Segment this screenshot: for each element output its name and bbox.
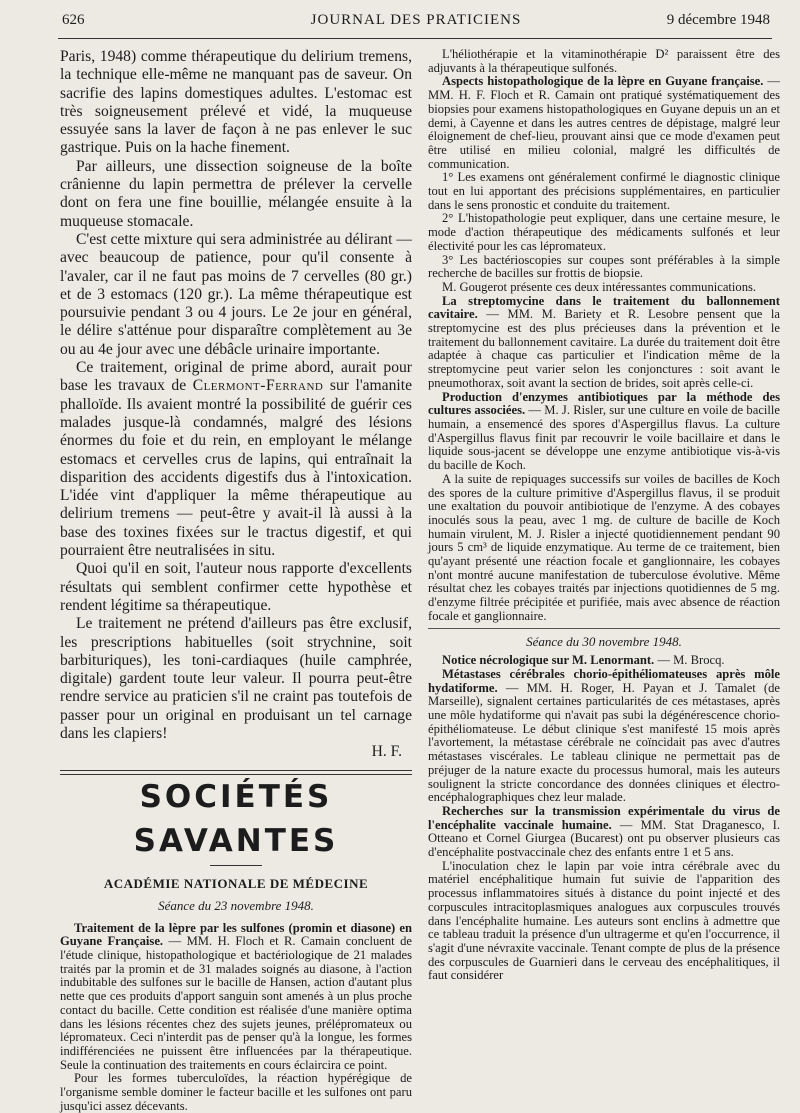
communication-title: Production d'enzymes antibiotiques par la méthode des cultures associées.: [428, 389, 780, 418]
communication: Traitement de la lèpre par les sulfones (promin et diasone) en Guyane Française. — MM. H. Floch et R. Camain concluent de l'étude clinique, histopathologique et bactériologique de 21 malades traités par la promin et de 31 malades soignés au diasone, à l'action indubitable des sulfones sur le bacille de Hansen, action d'autant plus nette que ces produits d'apport sanguin sont amenés à un plus proche contact du bacille. Cette condition est réalisée d'une manière optima dans les lésions récentes chez des sujets jeunes, prélépromateux ou lépromateux. Ceci n'interdit pas de penser qu'à la longue, les formes indifférenciées ne puissent être influencées par la thérapeutique. Seule la continuation des traitements en cours éclaircira ce point.: [60, 920, 412, 1072]
communication: Recherches sur la transmission expérimentale du virus de l'encéphalite vaccinale humaine. — MM. Stat Draganesco, I. Otteano et Cornel Giurgea (Bucarest) ont pu observer plusieurs cas d'encéphalite postvaccinale chez des enfants entre 1 et 5 ans.: [428, 803, 780, 860]
issue-date: 9 décembre 1948: [666, 12, 770, 28]
paragraph: 3° Les bactérioscopies sur coupes sont préférables à la simple recherche de bacilles sur frottis de biopsie.: [428, 252, 780, 281]
section-title: SOCIÉTÉS SAVANTES: [133, 778, 339, 859]
paragraph: 2° L'histopathologie peut expliquer, dans une certaine mesure, le mode d'action thérapeutique des médicaments sulfonés et leur électivité pour les cas lépromateux.: [428, 211, 780, 253]
session-date: Séance du 30 novembre 1948.: [526, 633, 682, 649]
paragraph: L'héliothérapie et la vitaminothérapie D² paraissent être des adjuvants à la thérapeutique sulfonés.: [428, 47, 780, 75]
paragraph: C'est cette mixture qui sera administrée au délirant — avec beaucoup de patience, pour qu'il consente à l'avaler, car il ne faut pas moins de 7 cervelles (80 gr.) et de 3 estomacs (120 gr.). La même thérapeutique est poursuivie pendant 3 ou 4 jours. Le 2e jour en général, le délire s'atténue pour disparaître complètement au 3e ou au 4e jour avec une débâcle urinaire importante.: [60, 230, 412, 358]
section-divider: [210, 865, 262, 866]
communication-title: Traitement de la lèpre par les sulfones (promin et diasone) en Guyane Française.: [60, 920, 412, 949]
running-header: [62, 12, 770, 34]
page-number: 626: [62, 12, 85, 28]
communication: Aspects histopathologique de la lèpre en Guyane française. — MM. H. F. Floch et R. Camain ont pratiqué systématiquement des biopsies pour examens histopathologiques en Guyane depuis un an et demi, à Cayenne et dans les autres centres de dépistage, malgré leur éloignement de chef-lieu, prouvant ainsi que ce mode d'examen peut être utilisé en milieu colonial, malgré les difficultés de communication.: [428, 74, 780, 171]
signature: H. F.: [371, 743, 402, 761]
right-column: [428, 48, 780, 1028]
session-date: Séance du 23 novembre 1948.: [158, 897, 314, 913]
paragraph: Paris, 1948) comme thérapeutique du delirium tremens, la technique elle-même ne manquant pas de saveur. On sacrifie des lapins domestiques adultes. L'estomac est très soigneusement prélevé et vidé, la muqueuse essuyée sans la laver de façon à ne pas enlever le suc gastrique. Puis on la hache finement.: [60, 48, 412, 157]
left-column: [60, 48, 412, 1113]
separator-rule: [428, 628, 780, 629]
paragraph: Pour les formes tuberculoïdes, la réaction hypérégique de l'organisme semble dominer le facteur bacille et les sulfones ont paru jusqu'ici assez décevants.: [60, 1071, 412, 1113]
communication-title: Notice nécrologique sur M. Lenormant.: [442, 653, 655, 668]
communication: Métastases cérébrales chorio-épithéliomateuses après môle hydatiforme. — MM. H. Roger, H. Payan et J. Tamalet (de Marseille), signalent certaines particularités de ces métastases, après une môle hydatiforme qui n'avait pas subi la dégénérescence chorio-épithéliomateuse. Le début clinique s'est manifesté 15 mois après l'avortement, la métastase cérébrale ne coïncidait pas avec d'autres métastases viscérales. Le tableau clinique ne permettait pas de préjuger de la nature exacte du processus humoral, mais les auteurs soulignent la stricte concordance des données cliniques et électro-encéphalographiques chez leur malade.: [428, 666, 780, 805]
author-name: Clermont-Ferrand: [192, 377, 324, 395]
header-rule: [58, 38, 772, 39]
paragraph: Quoi qu'il en soit, l'auteur nous rapporte d'excellents résultats qui semblent confirmer cette hypothèse et rendent légitime sa thérapeutique.: [60, 560, 412, 614]
communication-title: Aspects histopathologique de la lèpre en Guyane française.: [442, 74, 764, 89]
paragraph: Ce traitement, original de prime abord, aurait pour base les travaux de Clermont-Ferrand sur l'amanite phalloïde. Ils avaient montré la possibilité de guérir ces malades jusque-là condamnés, malgré des lésions énormes du foie et du rein, en employant le mélange estomacs et cervelles crus de lapins, qui entraînait la disparition des accidents digestifs dus à l'intoxication. L'idée vint d'appliquer la même thérapeutique au delirium tremens — peut-être y avait-il là aussi à la base des toxines fixées sur le tractus digestif, et qui pourraient être neutralisées in situ.: [60, 359, 412, 560]
paragraph: Par ailleurs, une dissection soigneuse de la boîte crânienne du lapin permettra de prélever la cervelle dont on fera une fine bouillie, mélangée ensuite à la muqueuse stomacale.: [60, 157, 412, 230]
paragraph: A la suite de repiquages successifs sur voiles de bacilles de Koch des spores de la culture primitive d'Aspergillus flavus, il se produit une exaltation du pouvoir antibiotique de l'enzyme. A des cobayes inoculés sous la peau, avec 1 mg. de culture de bacille de Koch humain virulent, M. J. Risler a injecté quotidiennement pendant 90 jours 5 cm³ de liquide enzymatique. Au terme de ce traitement, bien qu'ayant présenté une réaction focale et ganglionnaire, les cobayes n'ont montré aucune manifestation de tuberculose évolutive. Même résultat chez les cobayes traités par injections quotidiennes de 5 mg. d'enzyme filtrée précipitée et purifiée, mais avec absence de réaction focale et ganglionnaire.: [428, 471, 780, 623]
communication-title: Recherches sur la transmission expérimentale du virus de l'encéphalite vaccinale humaine.: [428, 803, 780, 832]
paragraph: Le traitement ne prétend d'ailleurs pas être exclusif, les prescriptions habituelles (soit strychnine, soit barbituriques), les toni-cardiaques (huile camphrée, digitale) gardent toute leur valeur. Il pourra peut-être rendre service au praticien s'il ne craint pas toutefois de passer pour un original en produisant un tel carnage dans les clapiers!: [60, 615, 412, 742]
communication: Notice nécrologique sur M. Lenormant. — M. Brocq.: [442, 653, 725, 668]
communication-title: La streptomycine dans le traitement du ballonnement cavitaire.: [428, 293, 780, 322]
communication: Production d'enzymes antibiotiques par la méthode des cultures associées. — M. J. Risler, sur une culture en voile de bacille humain, a ensemencé des spores d'Aspergillus flavus. La culture d'Aspergillus flavus finit par recouvrir le voile bacillaire et dans le liquide sous-jacent se développe une enzyme antibiotique vis-à-vis du bacille de Koch.: [428, 389, 780, 473]
journal-title: JOURNAL DES PRATICIENS: [310, 12, 522, 28]
communication-title: Métastases cérébrales chorio-épithéliomateuses après môle hydatiforme.: [428, 666, 780, 695]
paragraph: L'inoculation chez le lapin par voie intra cérébrale avec du matériel encéphalitique humain fut suivie de l'apparition des processus inflammatoires situés à distance du point injecté et des corpuscules intracitoplasmiques analogues aux corpuscules trouvés dans l'encéphalite humaine. Les auteurs sont enclins à admettre que ce tableau traduit la présence d'un ultragerme et qu'en l'occurrence, il s'agit d'une névraxite vaccinale. Tenant compte de plus de la présence des corpuscules de Guarnieri dans le cerveau des encéphalitiques, il faut considérer: [428, 858, 780, 983]
academy-heading: ACADÉMIE NATIONALE DE MÉDECINE: [103, 875, 369, 891]
paragraph: 1° Les examens ont généralement confirmé le diagnostic clinique tout en lui apportant des précisions supplémentaires, en particulier dans le sens pronostic et conduite du traitement.: [428, 170, 780, 212]
communication: La streptomycine dans le traitement du ballonnement cavitaire. — MM. M. Bariety et R. Lesobre pensent que la streptomycine est des plus précieuses dans la prévention et le traitement du ballonnement cavitaire. La durée du traitement doit être adaptée à chaque cas particulier et l'indication même de la streptomycine peut varier selon les conjonctures : soit avant le pneumothorax, soit avant la section de brides, soit après celle-ci.: [428, 293, 780, 390]
paragraph: M. Gougerot présente ces deux intéressantes communications.: [442, 279, 757, 294]
